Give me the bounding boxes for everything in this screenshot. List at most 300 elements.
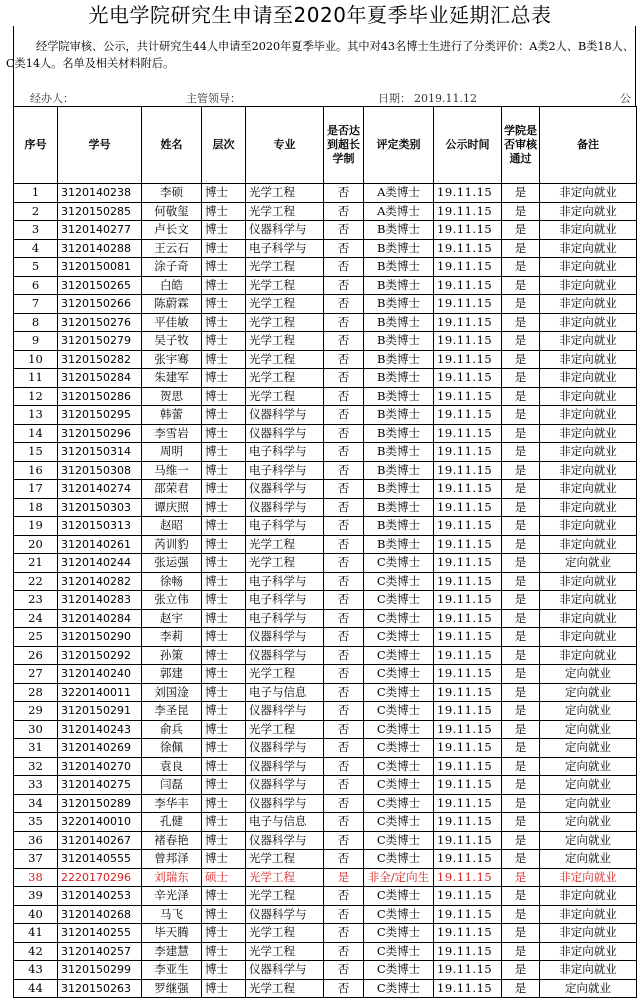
cell-level: 博士 (202, 905, 246, 924)
cell-approved: 是 (502, 665, 540, 684)
cell-publicity-date: 19.11.15 (434, 517, 502, 536)
cell-level: 博士 (202, 720, 246, 739)
cell-publicity-date: 19.11.15 (434, 424, 502, 443)
cell-student-id: 3120140288 (58, 239, 142, 258)
cell-over-limit: 否 (324, 979, 364, 998)
cell-seq: 8 (14, 313, 58, 332)
cell-approved: 是 (502, 813, 540, 832)
cell-category: B类博士 (364, 332, 434, 351)
cell-seq: 24 (14, 609, 58, 628)
cell-seq: 15 (14, 443, 58, 462)
cell-category: B类博士 (364, 461, 434, 480)
cell-major: 仪器科学与 (246, 221, 324, 240)
table-row (14, 184, 637, 203)
cell-major: 电子科学与 (246, 461, 324, 480)
cell-level: 博士 (202, 924, 246, 943)
cell-category: C类博士 (364, 554, 434, 573)
cell-publicity-date: 19.11.15 (434, 887, 502, 906)
cell-level: 博士 (202, 517, 246, 536)
cell-approved: 是 (502, 406, 540, 425)
cell-major: 仪器科学与 (246, 702, 324, 721)
cell-approved: 是 (502, 535, 540, 554)
cell-publicity-date: 19.11.15 (434, 646, 502, 665)
cell-student-id: 3120150291 (58, 702, 142, 721)
cell-over-limit: 否 (324, 295, 364, 314)
cell-student-id: 3120150308 (58, 461, 142, 480)
cell-name: 平佳敏 (142, 313, 202, 332)
cell-approved: 是 (502, 646, 540, 665)
cell-category: 非全/定向生 (364, 868, 434, 887)
table-row (14, 350, 637, 369)
cell-level: 博士 (202, 498, 246, 517)
cell-student-id: 3120150314 (58, 443, 142, 462)
table-row (14, 239, 637, 258)
cell-major: 光学工程 (246, 369, 324, 388)
cell-student-id: 3120150313 (58, 517, 142, 536)
cell-student-id: 3120150295 (58, 406, 142, 425)
cell-level: 博士 (202, 591, 246, 610)
cell-seq: 26 (14, 646, 58, 665)
cell-seq: 28 (14, 683, 58, 702)
cell-category: C类博士 (364, 794, 434, 813)
header-note: 备注 (540, 107, 637, 184)
table-row (14, 221, 637, 240)
cell-name: 毕天腾 (142, 924, 202, 943)
cell-student-id: 3120140255 (58, 924, 142, 943)
cell-name: 涂子奇 (142, 258, 202, 277)
cell-student-id: 3120140283 (58, 591, 142, 610)
cell-category: B类博士 (364, 313, 434, 332)
cell-category: C类博士 (364, 924, 434, 943)
cell-approved: 是 (502, 387, 540, 406)
cell-name: 邵荣君 (142, 480, 202, 499)
cell-name: 刘瑞东 (142, 868, 202, 887)
cell-level: 博士 (202, 332, 246, 351)
cell-over-limit: 否 (324, 369, 364, 388)
cell-level: 博士 (202, 202, 246, 221)
cell-student-id: 3120150286 (58, 387, 142, 406)
trailing-mark: 公 (620, 92, 631, 105)
cell-major: 仪器科学与 (246, 794, 324, 813)
cell-approved: 是 (502, 850, 540, 869)
cell-category: C类博士 (364, 591, 434, 610)
table-row (14, 850, 637, 869)
cell-seq: 3 (14, 221, 58, 240)
cell-approved: 是 (502, 202, 540, 221)
header-level: 层次 (202, 107, 246, 184)
cell-over-limit: 否 (324, 776, 364, 795)
cell-publicity-date: 19.11.15 (434, 757, 502, 776)
cell-seq: 40 (14, 905, 58, 924)
cell-level: 博士 (202, 276, 246, 295)
deferral-table (13, 106, 637, 998)
cell-approved: 是 (502, 868, 540, 887)
cell-level: 博士 (202, 350, 246, 369)
cell-name: 孙策 (142, 646, 202, 665)
cell-approved: 是 (502, 924, 540, 943)
cell-approved: 是 (502, 961, 540, 980)
table-row (14, 720, 637, 739)
header-student-id: 学号 (58, 107, 142, 184)
cell-name: 吴子牧 (142, 332, 202, 351)
cell-name: 李雪岩 (142, 424, 202, 443)
cell-over-limit: 否 (324, 628, 364, 647)
header-over-limit: 是否达到超长学制 (324, 107, 364, 184)
cell-level: 博士 (202, 554, 246, 573)
table-row (14, 757, 637, 776)
cell-level: 博士 (202, 813, 246, 832)
table-row (14, 831, 637, 850)
cell-category: C类博士 (364, 831, 434, 850)
cell-note: 非定向就业 (540, 239, 637, 258)
header-approved: 学院是否审核通过 (502, 107, 540, 184)
cell-student-id: 3120150285 (58, 202, 142, 221)
cell-approved: 是 (502, 184, 540, 203)
cell-name: 李建慧 (142, 942, 202, 961)
cell-note: 定向就业 (540, 665, 637, 684)
cell-student-id: 3120140267 (58, 831, 142, 850)
cell-student-id: 3120140270 (58, 757, 142, 776)
cell-category: C类博士 (364, 905, 434, 924)
cell-major: 光学工程 (246, 313, 324, 332)
cell-approved: 是 (502, 572, 540, 591)
cell-publicity-date: 19.11.15 (434, 480, 502, 499)
table-row (14, 609, 637, 628)
cell-name: 孔健 (142, 813, 202, 832)
cell-approved: 是 (502, 942, 540, 961)
cell-seq: 20 (14, 535, 58, 554)
cell-seq: 41 (14, 924, 58, 943)
cell-student-id: 3120150292 (58, 646, 142, 665)
cell-approved: 是 (502, 720, 540, 739)
cell-level: 博士 (202, 739, 246, 758)
cell-level: 博士 (202, 609, 246, 628)
cell-approved: 是 (502, 739, 540, 758)
cell-over-limit: 否 (324, 591, 364, 610)
cell-name: 李圣昆 (142, 702, 202, 721)
cell-seq: 9 (14, 332, 58, 351)
cell-approved: 是 (502, 628, 540, 647)
cell-note: 非定向就业 (540, 924, 637, 943)
cell-name: 张立伟 (142, 591, 202, 610)
cell-publicity-date: 19.11.15 (434, 720, 502, 739)
cell-student-id: 3120150299 (58, 961, 142, 980)
cell-student-id: 3120140238 (58, 184, 142, 203)
cell-level: 硕士 (202, 868, 246, 887)
date-label: 日期： (378, 92, 411, 105)
cell-level: 博士 (202, 794, 246, 813)
cell-major: 仪器科学与 (246, 831, 324, 850)
header-category: 评定类别 (364, 107, 434, 184)
cell-note: 非定向就业 (540, 572, 637, 591)
table-row (14, 258, 637, 277)
cell-name: 朱建军 (142, 369, 202, 388)
cell-student-id: 3120140257 (58, 942, 142, 961)
cell-seq: 14 (14, 424, 58, 443)
cell-seq: 36 (14, 831, 58, 850)
cell-student-id: 3120140244 (58, 554, 142, 573)
date-value: 2019.11.12 (414, 92, 477, 105)
cell-level: 博士 (202, 942, 246, 961)
cell-note: 非定向就业 (540, 369, 637, 388)
cell-category: B类博士 (364, 387, 434, 406)
cell-student-id: 3120150296 (58, 424, 142, 443)
cell-category: C类博士 (364, 757, 434, 776)
cell-over-limit: 否 (324, 387, 364, 406)
cell-major: 光学工程 (246, 276, 324, 295)
cell-approved: 是 (502, 313, 540, 332)
cell-student-id: 3120140277 (58, 221, 142, 240)
cell-over-limit: 否 (324, 313, 364, 332)
cell-level: 博士 (202, 535, 246, 554)
cell-publicity-date: 19.11.15 (434, 868, 502, 887)
cell-note: 定向就业 (540, 757, 637, 776)
cell-approved: 是 (502, 239, 540, 258)
cell-major: 光学工程 (246, 387, 324, 406)
cell-student-id: 3120140284 (58, 609, 142, 628)
cell-category: B类博士 (364, 276, 434, 295)
cell-publicity-date: 19.11.15 (434, 221, 502, 240)
cell-publicity-date: 19.11.15 (434, 535, 502, 554)
cell-publicity-date: 19.11.15 (434, 776, 502, 795)
cell-student-id: 3120140269 (58, 739, 142, 758)
cell-seq: 6 (14, 276, 58, 295)
cell-category: C类博士 (364, 683, 434, 702)
cell-major: 仪器科学与 (246, 739, 324, 758)
cell-publicity-date: 19.11.15 (434, 443, 502, 462)
cell-over-limit: 是 (324, 868, 364, 887)
table-row (14, 517, 637, 536)
table-row (14, 905, 637, 924)
cell-over-limit: 否 (324, 406, 364, 425)
cell-over-limit: 否 (324, 184, 364, 203)
cell-note: 非定向就业 (540, 443, 637, 462)
cell-publicity-date: 19.11.15 (434, 961, 502, 980)
cell-over-limit: 否 (324, 535, 364, 554)
cell-name: 陈蔚霖 (142, 295, 202, 314)
cell-name: 芮训豹 (142, 535, 202, 554)
cell-publicity-date: 19.11.15 (434, 683, 502, 702)
cell-approved: 是 (502, 591, 540, 610)
cell-approved: 是 (502, 979, 540, 998)
cell-note: 非定向就业 (540, 184, 637, 203)
cell-note: 定向就业 (540, 979, 637, 998)
cell-name: 罗继强 (142, 979, 202, 998)
cell-category: C类博士 (364, 609, 434, 628)
cell-student-id: 3120150284 (58, 369, 142, 388)
cell-name: 赵宇 (142, 609, 202, 628)
cell-student-id: 3120140282 (58, 572, 142, 591)
table-row (14, 646, 637, 665)
cell-publicity-date: 19.11.15 (434, 665, 502, 684)
cell-level: 博士 (202, 184, 246, 203)
header-publicity-date: 公示时间 (434, 107, 502, 184)
cell-student-id: 3120140253 (58, 887, 142, 906)
header-seq: 序号 (14, 107, 58, 184)
cell-category: B类博士 (364, 239, 434, 258)
cell-publicity-date: 19.11.15 (434, 369, 502, 388)
cell-category: C类博士 (364, 887, 434, 906)
cell-name: 卢长文 (142, 221, 202, 240)
supervisor-label: 主管领导： (186, 92, 241, 105)
cell-major: 光学工程 (246, 554, 324, 573)
cell-student-id: 3120140274 (58, 480, 142, 499)
cell-approved: 是 (502, 609, 540, 628)
cell-major: 光学工程 (246, 332, 324, 351)
cell-name: 徐畅 (142, 572, 202, 591)
cell-over-limit: 否 (324, 424, 364, 443)
cell-note: 非定向就业 (540, 221, 637, 240)
table-row (14, 628, 637, 647)
cell-seq: 13 (14, 406, 58, 425)
cell-over-limit: 否 (324, 572, 364, 591)
cell-over-limit: 否 (324, 517, 364, 536)
cell-publicity-date: 19.11.15 (434, 332, 502, 351)
cell-category: C类博士 (364, 628, 434, 647)
table-row (14, 739, 637, 758)
cell-name: 袁良 (142, 757, 202, 776)
cell-publicity-date: 19.11.15 (434, 831, 502, 850)
table-row (14, 498, 637, 517)
cell-note: 非定向就业 (540, 905, 637, 924)
cell-major: 仪器科学与 (246, 757, 324, 776)
cell-seq: 29 (14, 702, 58, 721)
intro-text: 经学院审核、公示，共计研究生44人申请至2020年夏季毕业。其中对43名博士生进行了分类评价：A类2人、B类18人、C类14人。名单及相关材料附后。 (6, 40, 635, 70)
cell-note: 定向就业 (540, 702, 637, 721)
cell-level: 博士 (202, 961, 246, 980)
table-body (14, 184, 637, 998)
cell-seq: 17 (14, 480, 58, 499)
cell-publicity-date: 19.11.15 (434, 739, 502, 758)
cell-publicity-date: 19.11.15 (434, 295, 502, 314)
cell-major: 仪器科学与 (246, 424, 324, 443)
cell-note: 定向就业 (540, 813, 637, 832)
cell-category: C类博士 (364, 646, 434, 665)
cell-name: 褚春艳 (142, 831, 202, 850)
cell-seq: 33 (14, 776, 58, 795)
cell-category: C类博士 (364, 776, 434, 795)
cell-seq: 38 (14, 868, 58, 887)
table-row (14, 387, 637, 406)
cell-note: 非定向就业 (540, 628, 637, 647)
cell-level: 博士 (202, 443, 246, 462)
cell-student-id: 3120150266 (58, 295, 142, 314)
cell-approved: 是 (502, 461, 540, 480)
cell-seq: 37 (14, 850, 58, 869)
cell-category: C类博士 (364, 850, 434, 869)
cell-note: 定向就业 (540, 683, 637, 702)
table-row (14, 369, 637, 388)
cell-publicity-date: 19.11.15 (434, 813, 502, 832)
cell-name: 王云石 (142, 239, 202, 258)
cell-name: 李华丰 (142, 794, 202, 813)
cell-over-limit: 否 (324, 924, 364, 943)
cell-student-id: 2220170296 (58, 868, 142, 887)
header-name: 姓名 (142, 107, 202, 184)
table-row (14, 776, 637, 795)
handler-label: 经办人： (30, 92, 74, 105)
cell-name: 马维一 (142, 461, 202, 480)
cell-approved: 是 (502, 443, 540, 462)
cell-over-limit: 否 (324, 239, 364, 258)
cell-major: 电子科学与 (246, 443, 324, 462)
table-row (14, 572, 637, 591)
cell-publicity-date: 19.11.15 (434, 406, 502, 425)
cell-level: 博士 (202, 480, 246, 499)
cell-seq: 4 (14, 239, 58, 258)
cell-student-id: 3120150263 (58, 979, 142, 998)
cell-student-id: 3120150290 (58, 628, 142, 647)
table-row (14, 683, 637, 702)
cell-name: 李亚生 (142, 961, 202, 980)
cell-name: 周明 (142, 443, 202, 462)
cell-note: 非定向就业 (540, 276, 637, 295)
cell-name: 白皓 (142, 276, 202, 295)
table-row (14, 424, 637, 443)
table-row (14, 554, 637, 573)
cell-name: 辛光泽 (142, 887, 202, 906)
cell-category: C类博士 (364, 979, 434, 998)
cell-major: 电子与信息 (246, 813, 324, 832)
cell-note: 非定向就业 (540, 961, 637, 980)
cell-publicity-date: 19.11.15 (434, 461, 502, 480)
cell-major: 电子科学与 (246, 591, 324, 610)
cell-major: 仪器科学与 (246, 776, 324, 795)
cell-category: C类博士 (364, 720, 434, 739)
cell-approved: 是 (502, 424, 540, 443)
table-row (14, 443, 637, 462)
cell-student-id: 3120150265 (58, 276, 142, 295)
cell-name: 谭庆照 (142, 498, 202, 517)
cell-over-limit: 否 (324, 942, 364, 961)
cell-over-limit: 否 (324, 813, 364, 832)
cell-major: 仪器科学与 (246, 406, 324, 425)
cell-seq: 30 (14, 720, 58, 739)
intro-paragraph (6, 38, 636, 72)
cell-over-limit: 否 (324, 831, 364, 850)
cell-name: 马飞 (142, 905, 202, 924)
cell-publicity-date: 19.11.15 (434, 387, 502, 406)
cell-approved: 是 (502, 831, 540, 850)
table-row (14, 887, 637, 906)
cell-category: C类博士 (364, 813, 434, 832)
cell-seq: 34 (14, 794, 58, 813)
cell-category: B类博士 (364, 369, 434, 388)
table-row (14, 591, 637, 610)
cell-note: 非定向就业 (540, 406, 637, 425)
cell-major: 光学工程 (246, 350, 324, 369)
cell-level: 博士 (202, 461, 246, 480)
cell-approved: 是 (502, 683, 540, 702)
cell-major: 光学工程 (246, 924, 324, 943)
cell-seq: 5 (14, 258, 58, 277)
cell-note: 非定向就业 (540, 258, 637, 277)
cell-over-limit: 否 (324, 554, 364, 573)
cell-name: 郭建 (142, 665, 202, 684)
cell-note: 非定向就业 (540, 461, 637, 480)
cell-seq: 2 (14, 202, 58, 221)
cell-note: 定向就业 (540, 794, 637, 813)
cell-note: 非定向就业 (540, 387, 637, 406)
cell-level: 博士 (202, 239, 246, 258)
cell-student-id: 3120140268 (58, 905, 142, 924)
cell-student-id: 3120140275 (58, 776, 142, 795)
cell-student-id: 3120140261 (58, 535, 142, 554)
cell-category: C类博士 (364, 961, 434, 980)
cell-publicity-date: 19.11.15 (434, 276, 502, 295)
cell-seq: 43 (14, 961, 58, 980)
cell-note: 非定向就业 (540, 646, 637, 665)
